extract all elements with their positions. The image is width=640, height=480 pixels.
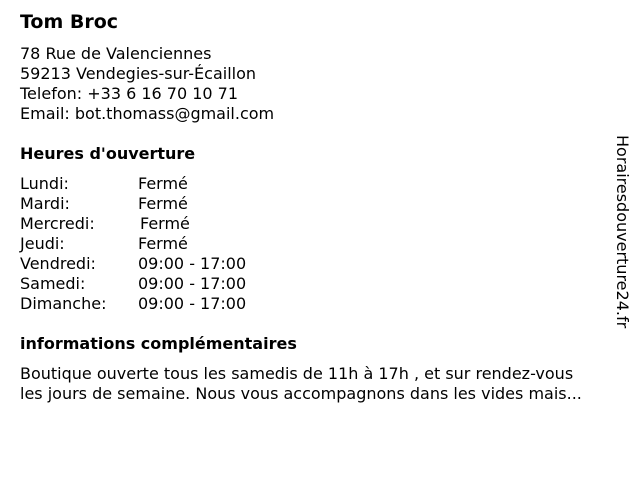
day-label: Dimanche:: [20, 294, 107, 313]
day-label: Mardi:: [20, 194, 70, 213]
day-label: Samedi:: [20, 274, 86, 293]
day-label: Lundi:: [20, 174, 69, 193]
email-line: Email: bot.thomass@gmail.com: [20, 104, 275, 123]
additional-info-heading: informations complémentaires: [20, 334, 297, 353]
day-hours: 09:00 - 17:00: [138, 274, 247, 293]
day-label: Vendredi:: [20, 254, 96, 273]
day-hours: Fermé: [140, 214, 190, 233]
day-hours: Fermé: [138, 174, 188, 193]
info-line: Boutique ouverte tous les samedis de 11h à 17h , et sur rendez-vous: [20, 364, 574, 383]
additional-info-text: [20, 364, 640, 404]
phone-line: Telefon: +33 6 16 70 10 71: [20, 84, 239, 103]
day-hours: 09:00 - 17:00: [138, 294, 247, 313]
day-label: Mercredi:: [20, 214, 95, 233]
site-watermark: Horairesdouverture24.fr: [613, 135, 632, 329]
address-street: 78 Rue de Valenciennes: [20, 44, 212, 63]
address-city: 59213 Vendegies-sur-Écaillon: [20, 64, 257, 83]
opening-hours-heading: Heures d'ouverture: [20, 144, 196, 163]
day-hours: Fermé: [138, 234, 188, 253]
day-hours: 09:00 - 17:00: [138, 254, 247, 273]
info-line: les jours de semaine. Nous vous accompagnons dans les vides mais...: [20, 384, 582, 403]
business-name: Tom Broc: [20, 11, 119, 33]
contact-block: [20, 44, 274, 124]
day-label: Jeudi:: [20, 234, 65, 253]
day-hours: Fermé: [138, 194, 188, 213]
